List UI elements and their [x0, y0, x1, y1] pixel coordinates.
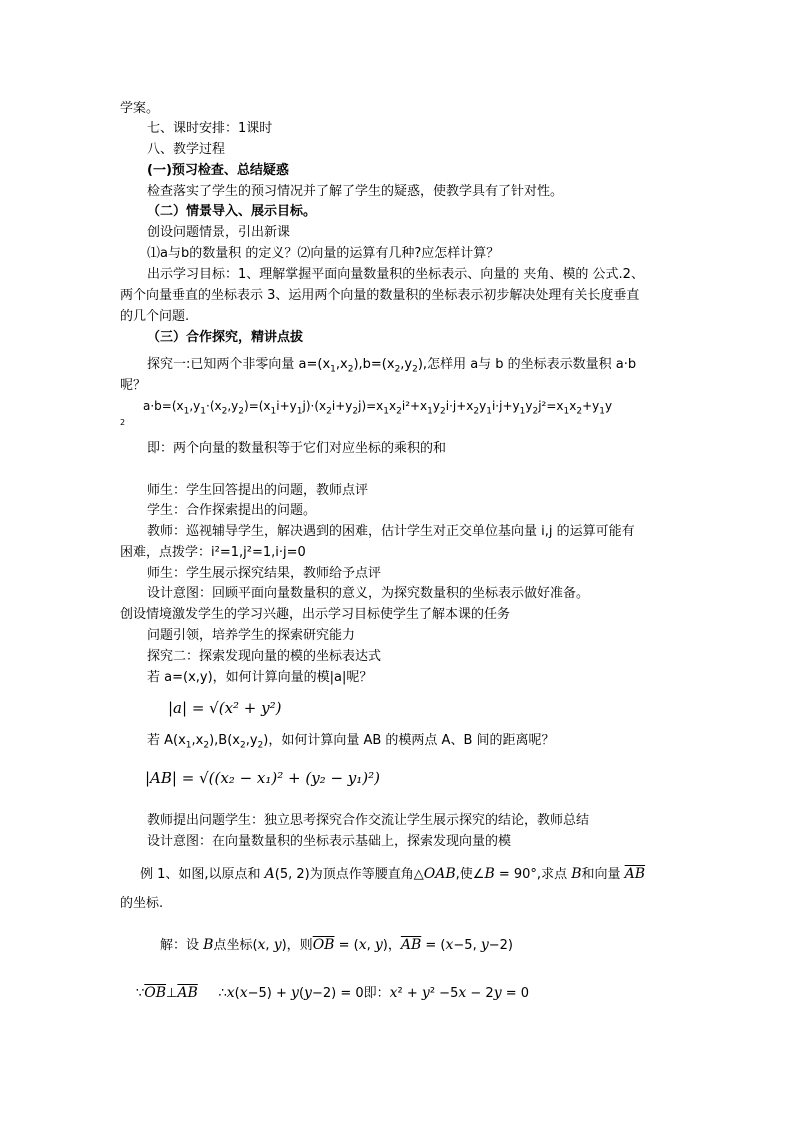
text-line: 教师：巡视辅导学生，解决遇到的困难，估计学生对正交单位基向量 i,j 的运算可能有: [147, 524, 635, 539]
solution-line: [160, 937, 513, 954]
dot-product-formula: $a\cdot b=(x_1,y_1\cdot(x_2,y_2)=(x_1i+y_1j)\cdot(x_2i+y_2j)=x_1x_2i^2+x_1y_2i\cdot j+x_2y_1i\cdot j+y_1y_2j^2=x_1x_2+y_1y$: [143, 399, 613, 417]
text-span: i·j+y: [491, 399, 520, 413]
variable: y: [493, 985, 502, 1001]
text-span: (: [234, 986, 240, 1001]
variable: x: [389, 985, 398, 1001]
vector-label: $\overline{OB}$: [312, 937, 335, 953]
variable: y: [291, 985, 299, 1001]
text-line: 探究二：探索发现向量的模的坐标表达式: [147, 649, 382, 664]
text-line: 创设问题情景，引出新课: [147, 225, 291, 240]
vector-magnitude-formula: |a| = √(x² + y²): [168, 699, 282, 717]
subscript: 2: [203, 740, 210, 751]
text-span: j)=x: [358, 399, 384, 413]
variable: x: [358, 937, 367, 953]
text-span: −5,: [453, 938, 481, 953]
text-line: 的坐标.: [120, 896, 164, 911]
subscript: 2: [532, 406, 539, 417]
text-span: i·j+x: [445, 399, 474, 413]
text-span: )，则: [281, 938, 313, 953]
point-label: B: [571, 866, 582, 882]
subscript: 1: [519, 406, 526, 417]
distance-formula: |AB| = √((x₂ − x₁)² + (y₂ − y₁)²): [145, 769, 380, 787]
subscript: 1: [383, 406, 390, 417]
text-line: 师生：学生回答提出的问题，教师点评: [147, 483, 369, 498]
vector-label: $\overline{AB}$: [400, 937, 422, 953]
text-span: ² −5: [429, 986, 459, 1001]
vector-label: $\overline{AB}$: [624, 866, 646, 882]
text-line: 检查落实了学生的预习情况并了解了学生的疑惑，使教学具有了针对性。: [147, 184, 564, 199]
text-span: 探究一:已知两个非零向量 a=(x: [147, 357, 331, 372]
subscript: 2: [396, 406, 402, 417]
subscript: 2: [576, 406, 583, 417]
text-span: )，: [382, 938, 401, 953]
subscript: 2: [221, 406, 228, 417]
section-heading: （二）情景导入、展示目标。: [147, 204, 317, 219]
subscript: 2: [440, 406, 446, 417]
subscript: 1: [183, 406, 190, 417]
text-span: ),怎样用 a与 b 的坐标表示数量积 a·b: [417, 357, 637, 372]
text-span: 和向量: [581, 867, 625, 882]
text-span: (: [298, 986, 305, 1001]
triangle-label: OAB: [423, 866, 456, 882]
text-span: = 0: [501, 986, 530, 1001]
text-line: 困难，点拨学：i²=1,j²=1,i·j=0: [120, 545, 306, 560]
text-span: 若 A(x: [147, 733, 186, 748]
subscript: 1: [200, 406, 207, 417]
variable: x: [445, 937, 454, 953]
vector-label: $\overline{OB}$: [144, 985, 167, 1001]
variable: y: [421, 985, 430, 1001]
text-span: 点坐标(: [213, 938, 258, 953]
example-one-line: [140, 866, 645, 883]
text-span: ·(x: [206, 399, 222, 413]
variable: x: [226, 985, 235, 1001]
section-heading: （三）合作探究，精讲点拔: [147, 330, 304, 345]
text-line: 若 a=(x,y)，如何计算向量的模|a|呢？: [147, 670, 373, 685]
variable: y: [304, 985, 312, 1001]
text-line: 呢？: [120, 378, 147, 393]
variable: y: [480, 937, 489, 953]
text-line: 问题引领，培养学生的探索研究能力: [147, 628, 356, 643]
subscript: 1: [296, 406, 303, 417]
subscript: 2: [347, 364, 354, 375]
subscript: 1: [185, 740, 192, 751]
text-span: ),B(x: [209, 733, 240, 748]
variable: x: [458, 985, 467, 1001]
text-span: −5) +: [247, 986, 292, 1001]
text-span: −2): [488, 938, 514, 953]
text-span: ,使∠: [455, 867, 485, 882]
text-line: 设计意图：在向量数量积的坐标表示基础上，探索发现向量的模: [147, 834, 512, 849]
text-span: ),b=(x: [353, 357, 395, 372]
text-line: 创设情境激发学生的学习兴趣，出示学习目标使学生了解本课的任务: [120, 607, 511, 622]
text-span: +y: [582, 399, 600, 413]
subscript: 2: [394, 364, 401, 375]
text-span: = 90°,求点: [494, 867, 572, 882]
subscript: 2: [257, 740, 264, 751]
text-span: ² +: [397, 986, 422, 1001]
subscript: 1: [563, 406, 570, 417]
text-span: 例 1、如图,以原点和: [140, 867, 265, 882]
text-span: ,: [265, 938, 274, 953]
text-span: y: [604, 399, 613, 413]
subscript: 1: [427, 406, 433, 417]
subscript: 1: [330, 364, 336, 375]
text-span: i+y: [331, 399, 353, 413]
text-span: )，如何计算向量 AB 的模两点 A、B 间的距离呢？: [263, 733, 555, 748]
text-line: 即：两个向量的数量积等于它们对应坐标的乘积的和: [147, 441, 447, 456]
text-line: 的几个问题.: [120, 309, 190, 324]
point-label: B: [203, 937, 214, 953]
text-span: a·b=(x: [143, 399, 184, 413]
text-line: 学案。: [120, 101, 160, 116]
text-line: 学生：合作探索提出的问题。: [147, 503, 317, 518]
text-span: ,: [366, 938, 375, 953]
subscript: 2: [239, 740, 246, 751]
text-span: )=(x: [244, 399, 271, 413]
subscript: 1: [599, 406, 605, 417]
text-line: 七、课时安排：1课时: [147, 121, 273, 136]
text-line: 两个向量垂直的坐标表示 3、运用两个向量的数量积的坐标表示初步解决处理有关长度垂直: [120, 288, 640, 303]
text-span: − 2: [466, 986, 494, 1001]
text-span: j)·(x: [302, 399, 327, 413]
because-symbol: ∵: [136, 986, 145, 1001]
subscript: 1: [270, 406, 277, 417]
text-line: 设计意图：回顾平面向量数量积的意义，为探究数量积的坐标表示做好准备。: [147, 586, 590, 601]
subscript: 1: [486, 406, 492, 417]
subscript: 2: [238, 406, 245, 417]
subscript: 2: [473, 406, 480, 417]
text-span: −2) = 0即：: [311, 986, 390, 1001]
variable: x: [239, 985, 248, 1001]
text-line: 八、教学过程: [147, 142, 226, 157]
point-label: A: [264, 866, 275, 882]
text-span: = (: [334, 938, 359, 953]
text-line: 教师提出问题学生：独立思考探究合作交流让学生展示探究的结论，教师总结: [147, 813, 590, 828]
wrapped-subscript: 2: [120, 418, 126, 427]
text-span: 解：设: [160, 938, 204, 953]
text-span: = (: [421, 938, 446, 953]
variable: y: [374, 937, 383, 953]
subscript: 2: [412, 364, 418, 375]
point-label: B: [484, 866, 495, 882]
text-span: i²+x: [401, 399, 428, 413]
subscript: 2: [326, 406, 332, 417]
text-line: 出示学习目标：1、理解掌握平面向量数量积的坐标表示、向量的 夹角、模的 公式.2、: [147, 267, 644, 282]
explore-one-line: 探究一:已知两个非零向量 $a=(x_1,x_2),b=(x_2,y_2)$,怎样用 a与 b 的坐标表示数量积 a·b: [147, 357, 637, 375]
section-heading: (一)预习检查、总结疑惑: [147, 163, 289, 178]
perp-symbol: ⊥: [166, 986, 178, 1001]
therefore-symbol: ∴: [218, 986, 227, 1001]
subscript: 2: [352, 406, 359, 417]
vector-label: $\overline{AB}$: [177, 985, 198, 1001]
text-span: j²=x: [538, 399, 564, 413]
perpendicular-line: [136, 985, 529, 1002]
text-span: (5, 2)为顶点作等腰直角△: [274, 867, 424, 882]
variable: x: [257, 937, 266, 953]
text-line: ⑴a与b的数量积 的定义？⑵向量的运算有几种?应怎样计算？: [147, 246, 500, 261]
text-span: i+y: [276, 399, 297, 413]
variable: y: [273, 937, 282, 953]
ab-question-line: 若 $A(x_1,x_2),B(x_2,y_2)$，如何计算向量 AB 的模两点 A、B 间的距离呢？: [147, 733, 555, 751]
text-line: 师生：学生展示探究结果，教师给予点评: [147, 566, 382, 581]
